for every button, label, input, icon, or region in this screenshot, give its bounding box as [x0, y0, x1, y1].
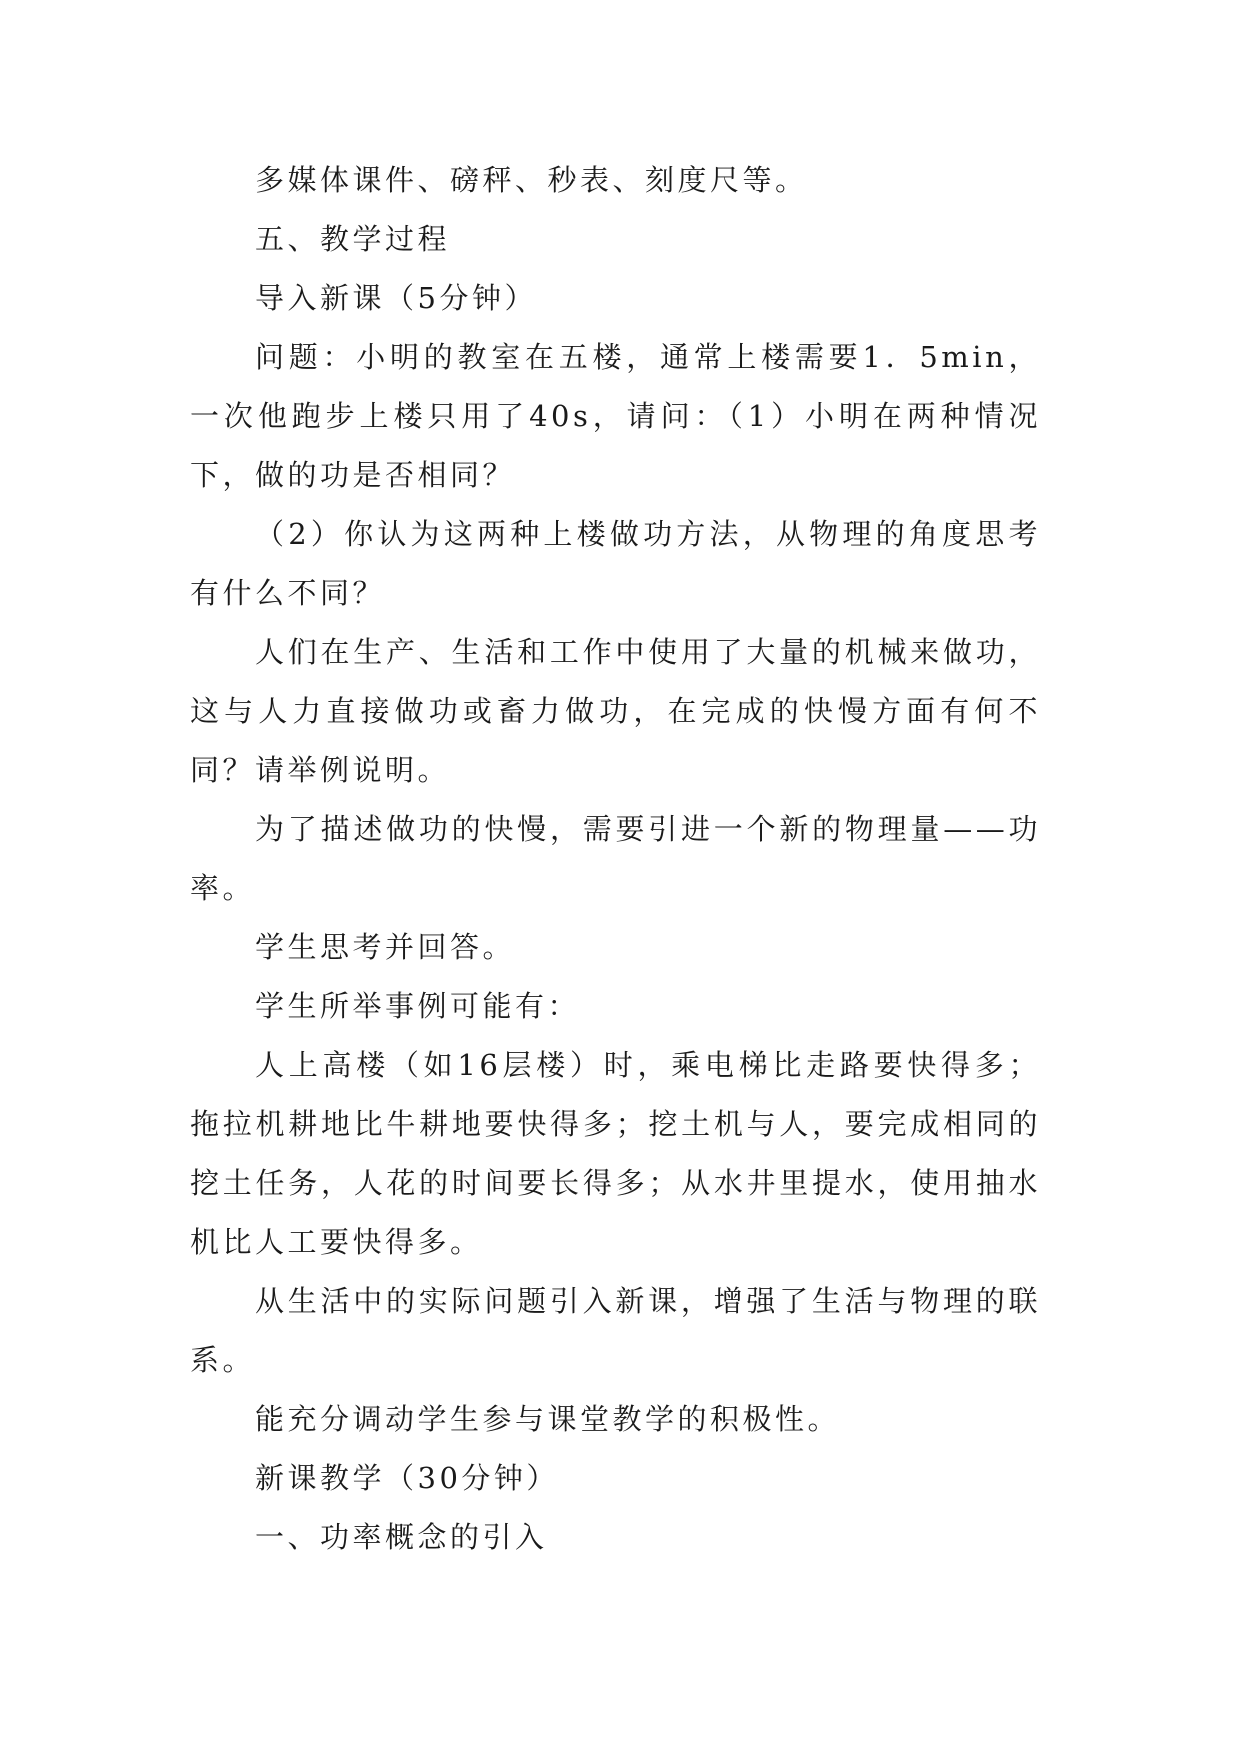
- paragraph-materials: 多媒体课件、磅秤、秒表、刻度尺等。: [255, 163, 808, 197]
- paragraph-power-concept: 为了描述做功的快慢，需要引进一个新的物理量——功率。: [190, 812, 1041, 905]
- paragraph-machines: 人们在生产、生活和工作中使用了大量的机械来做功，这与人力直接做功或畜力做功，在完成的快慢方面有何不同？请举例说明。: [190, 635, 1041, 787]
- paragraph-question-1: 问题：小明的教室在五楼，通常上楼需要1．5min，一次他跑步上楼只用了40s，请问：（1）小明在两种情况下，做的功是否相同？: [190, 340, 1041, 492]
- paragraph-student-answer: 学生思考并回答。: [255, 930, 516, 964]
- paragraph-question-2: （2）你认为这两种上楼做功方法，从物理的角度思考有什么不同？: [190, 517, 1041, 610]
- heading-power-concept: 一、功率概念的引入: [255, 1520, 548, 1554]
- heading-new-lesson: 新课教学（30分钟）: [255, 1461, 559, 1495]
- paragraph-examples-intro: 学生所举事例可能有：: [255, 989, 581, 1023]
- heading-teaching-process: 五、教学过程: [255, 222, 451, 256]
- paragraph-examples: 人上高楼（如16层楼）时，乘电梯比走路要快得多；拖拉机耕地比牛耕地要快得多；挖土机与人，要完成相同的挖土任务，人花的时间要长得多；从水井里提水，使用抽水机比人工要快得多。: [190, 1048, 1041, 1259]
- paragraph-motivation: 能充分调动学生参与课堂教学的积极性。: [255, 1402, 841, 1436]
- heading-introduction: 导入新课（5分钟）: [255, 281, 537, 315]
- paragraph-life-connection: 从生活中的实际问题引入新课，增强了生活与物理的联系。: [190, 1284, 1041, 1377]
